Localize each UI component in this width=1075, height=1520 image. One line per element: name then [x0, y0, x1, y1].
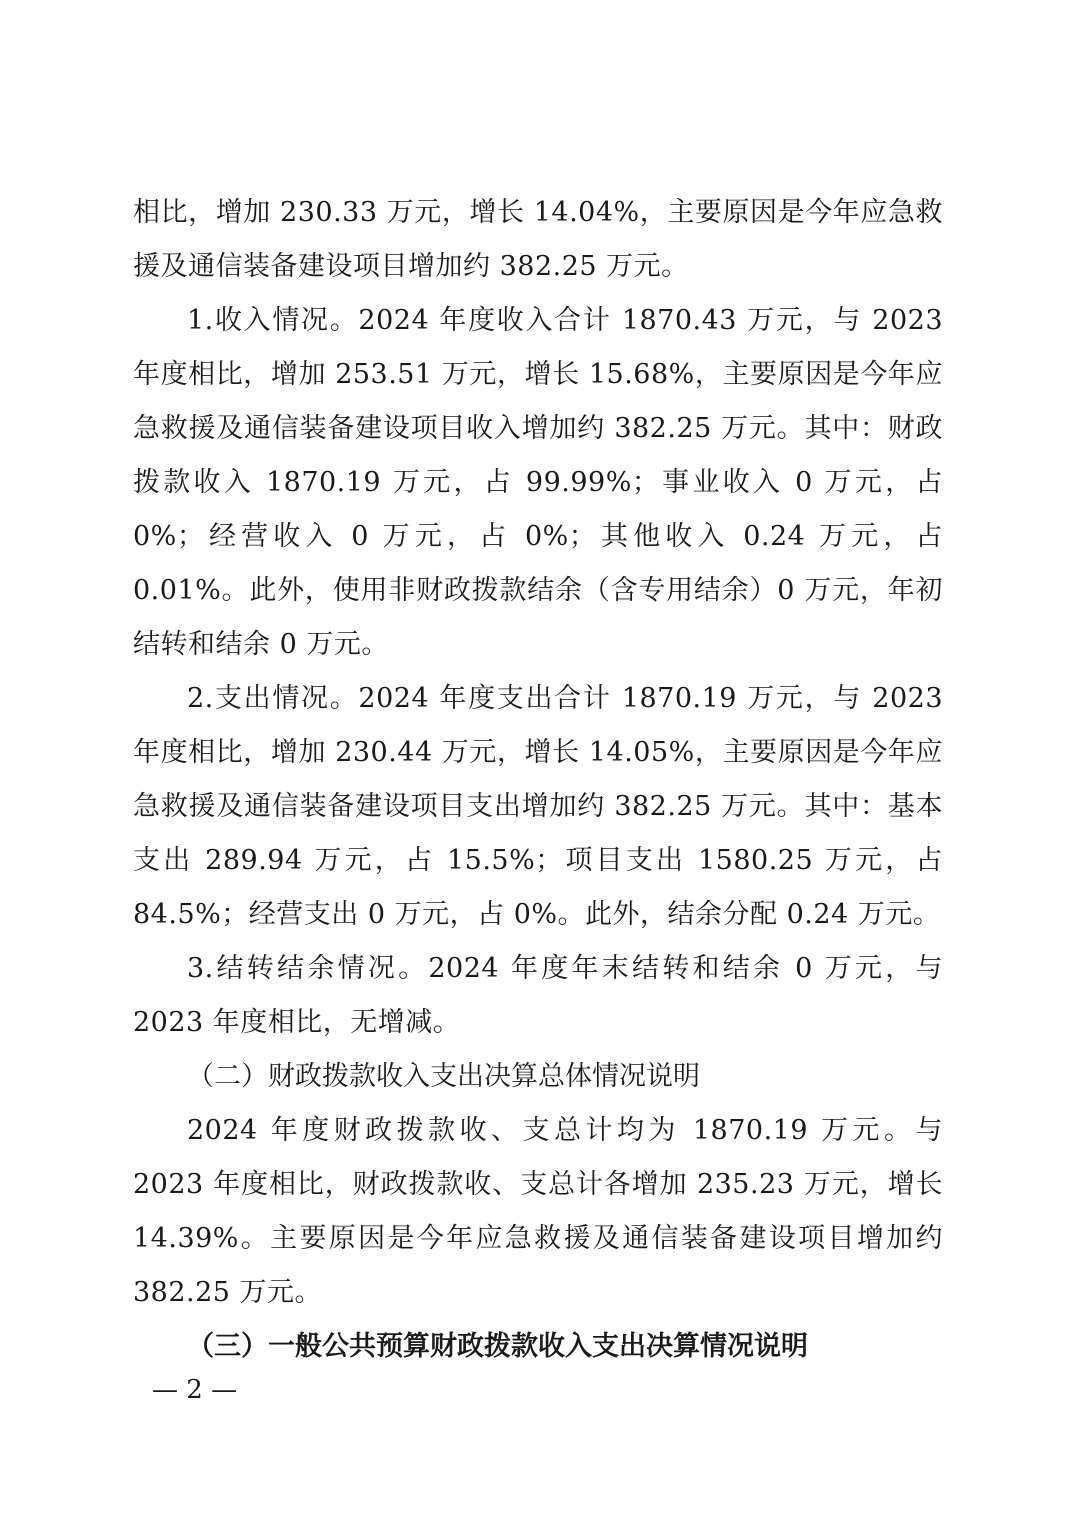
document-body	[133, 186, 943, 1374]
paragraph-carryover: 3.结转结余情况。2024 年度年末结转和结余 0 万元，与 2023 年度相比，无增减。	[133, 953, 943, 1038]
paragraph-continuation: 相比，增加 230.33 万元，增长 14.04%，主要原因是今年应急救援及通信装备建设项目增加约 382.25 万元。	[133, 197, 943, 282]
paragraph-income: 1.收入情况。2024 年度收入合计 1870.43 万元，与 2023 年度相比，增加 253.51 万元，增长 15.68%，主要原因是今年应急救援及通信装备建设项目收入增加约 382.25 万元。其中：财政拨款收入 1870.19 万元，占 99.99%；事业收入 0 万元，占 0%；经营收入 0 万元，占 0%；其他收入 0.24 万元，占 0.01%。此外，使用非财政拨款结余（含专用结余）0 万元，年初结转和结余 0 万元。	[133, 305, 943, 660]
paragraph-fiscal-total: 2024 年度财政拨款收、支总计均为 1870.19 万元。与 2023 年度相比，财政拨款收、支总计各增加 235.23 万元，增长 14.39%。主要原因是今年应急救援及通信装备建设项目增加约 382.25 万元。	[133, 1115, 943, 1308]
section-heading-3: （三）一般公共预算财政拨款收入支出决算情况说明	[187, 1331, 808, 1362]
paragraph-expenditure: 2.支出情况。2024 年度支出合计 1870.19 万元，与 2023 年度相比，增加 230.44 万元，增长 14.05%，主要原因是今年应急救援及通信装备建设项目支出增加约 382.25 万元。其中：基本支出 289.94 万元，占 15.5%；项目支出 1580.25 万元，占 84.5%；经营支出 0 万元，占 0%。此外，结余分配 0.24 万元。	[133, 683, 943, 930]
page-number: — 2 —	[152, 1375, 238, 1405]
section-heading-2: （二）财政拨款收入支出决算总体情况说明	[187, 1061, 700, 1092]
